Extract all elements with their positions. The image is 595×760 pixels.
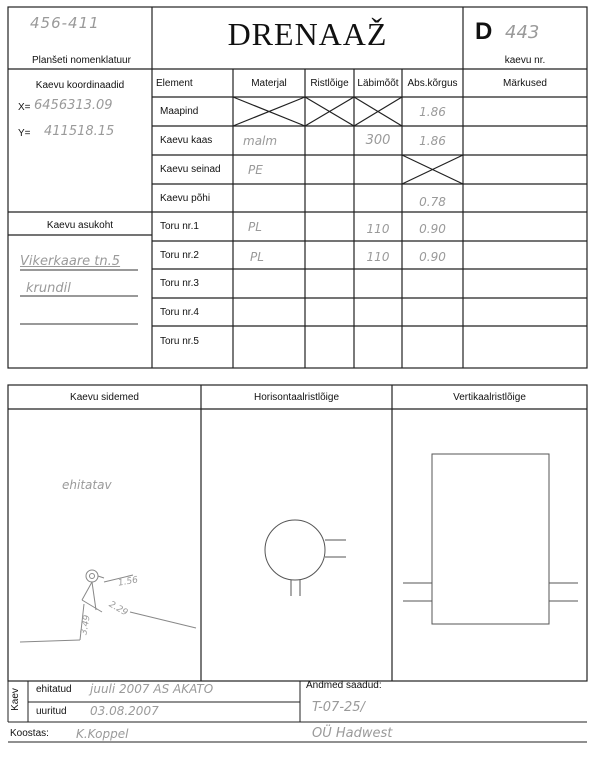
dimension-3: 3.49 (79, 614, 93, 636)
y-value: 411518.15 (44, 124, 115, 139)
sketch-note: ehitatav (62, 478, 112, 492)
location-label: Kaevu asukoht (46, 220, 114, 231)
row-diameter: 110 (366, 250, 390, 264)
connections-label: Kaevu sidemed (70, 392, 139, 403)
row-element: Kaevu seinad (160, 164, 221, 175)
x-value: 6456313.09 (34, 98, 113, 113)
row-element: Maapind (160, 106, 199, 117)
row-element: Kaevu kaas (160, 135, 213, 146)
location-line-1: Vikerkaare tn.5 (20, 254, 121, 269)
header-notes: Märkused (503, 77, 547, 89)
surveyed-value: 03.08.2007 (90, 704, 159, 718)
row-element: Toru nr.1 (160, 221, 199, 232)
company-value: OÜ Hadwest (312, 726, 393, 741)
well-number: 443 (505, 22, 540, 43)
row-elevation: 0.78 (419, 195, 446, 209)
row-element: Toru nr.2 (160, 249, 199, 261)
header-elevation: Abs.kõrgus (407, 77, 458, 89)
header-material: Materjal (251, 77, 287, 89)
row-diameter: 110 (366, 221, 390, 236)
row-element: Toru nr.5 (160, 335, 199, 347)
header-cross-section: Ristlõige (310, 77, 349, 89)
header-element: Element (156, 77, 193, 89)
row-material: PL (250, 250, 264, 264)
row-elevation: 0.90 (419, 250, 446, 264)
row-elevation: 1.86 (419, 133, 446, 148)
coordinates-label: Kaevu koordinaadid (35, 80, 125, 91)
nomenclature-label: Planšeti nomenklatuur (32, 55, 131, 66)
nomenclature-value: 456-411 (30, 14, 100, 32)
page-title: DRENAAŽ (227, 16, 388, 52)
row-material: malm (243, 133, 278, 148)
row-material: PL (248, 219, 262, 234)
dimension-2: 2.29 (106, 599, 130, 619)
header-diameter: Läbimõõt (357, 77, 399, 89)
compiled-value: K.Koppel (76, 727, 129, 741)
built-value: juuli 2007 AS AKATO (90, 682, 214, 696)
x-label: X= (18, 102, 31, 113)
built-label: ehitatud (36, 684, 72, 695)
data-received-label: Andmed saadud: (306, 680, 382, 691)
dimension-1: 1.56 (117, 575, 139, 589)
row-material: PE (248, 162, 263, 177)
data-received-value: T-07-25/ (312, 700, 365, 715)
horizontal-section-label: Horisontaalristlõige (253, 392, 340, 403)
row-element: Toru nr.3 (160, 278, 199, 289)
surveyed-label: uuritud (36, 706, 67, 717)
well-prefix: D (475, 18, 493, 45)
row-diameter: 300 (365, 133, 391, 148)
well-number-label: kaevu nr. (504, 55, 546, 66)
row-element: Toru nr.4 (160, 306, 199, 318)
row-elevation: 1.86 (419, 104, 446, 119)
y-label: Y= (18, 128, 31, 139)
well-side-label: Kaev (9, 688, 21, 711)
compiled-label: Koostas: (10, 728, 49, 739)
vertical-section-label: Vertikaalristlõige (453, 392, 526, 403)
row-elevation: 0.90 (419, 221, 446, 236)
location-line-2: krundil (26, 281, 71, 296)
row-element: Kaevu põhi (160, 192, 211, 204)
